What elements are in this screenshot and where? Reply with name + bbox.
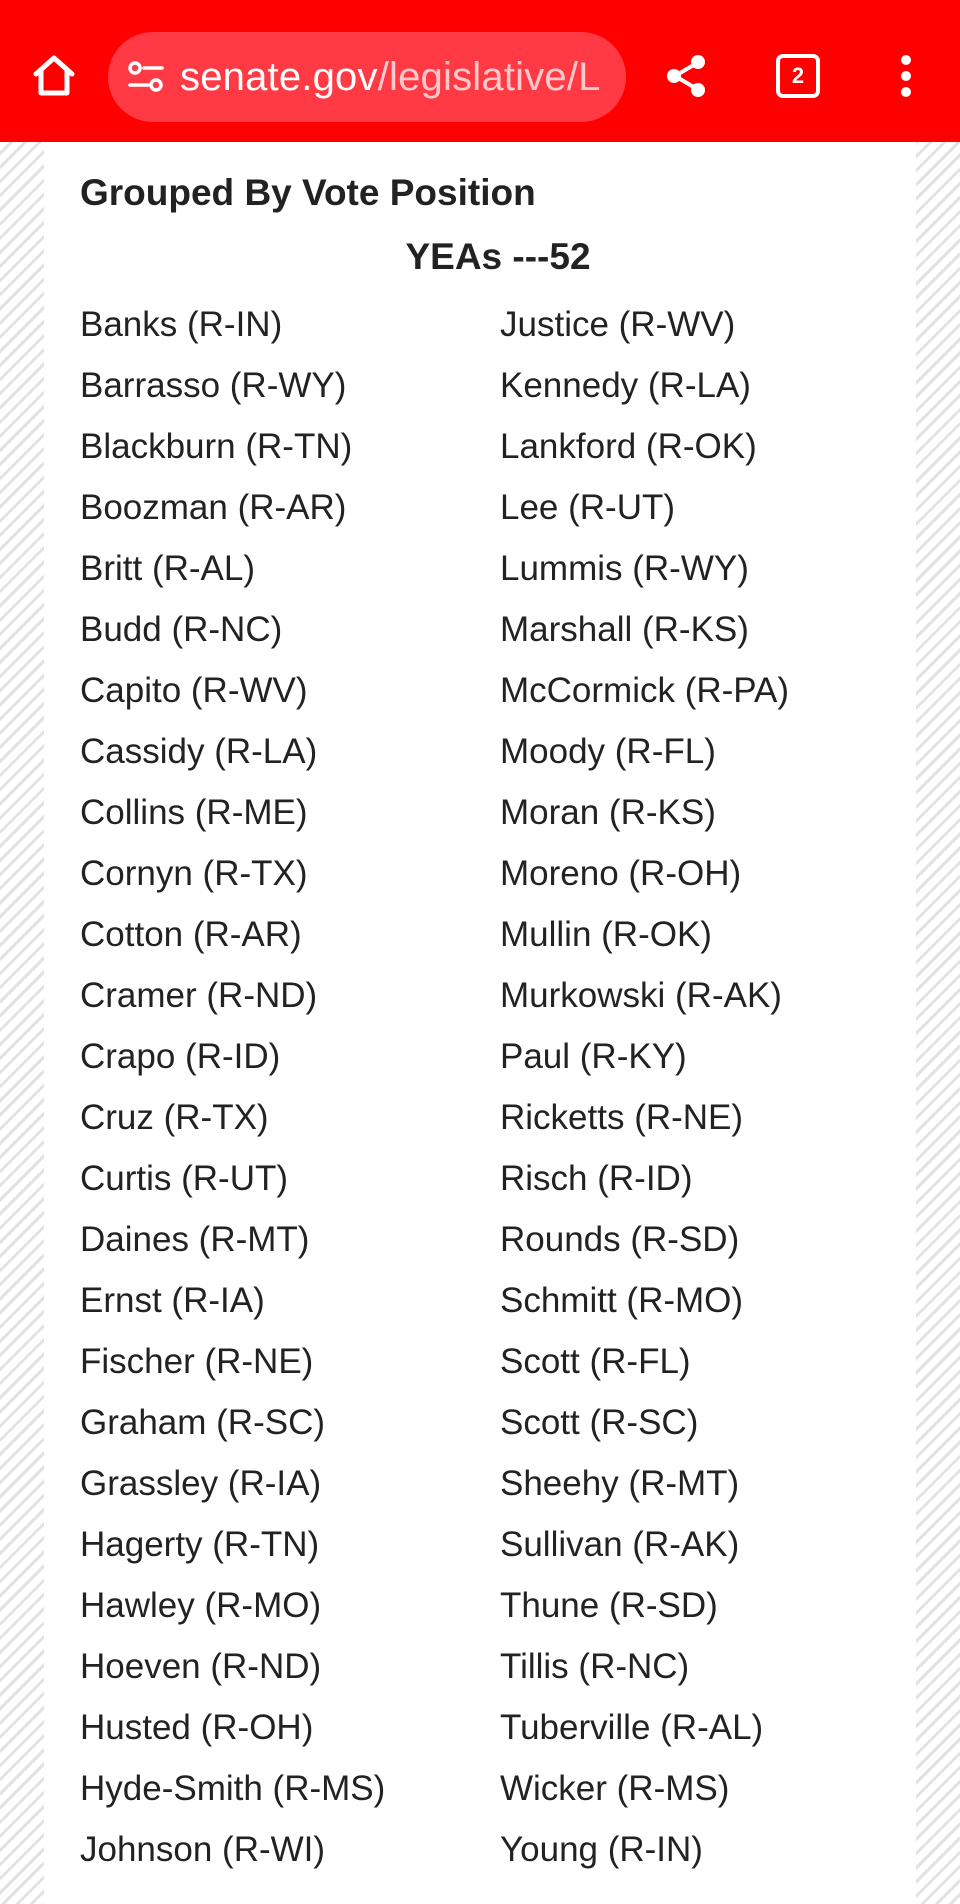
senator-name: Lee (R-UT) (500, 488, 676, 527)
senator-name: Ricketts (R-NE) (500, 1098, 744, 1137)
senator-name: Moreno (R-OH) (500, 854, 742, 893)
senator-name: Justice (R-WV) (500, 305, 736, 344)
senator-name: Thune (R-SD) (500, 1586, 718, 1625)
menu-button[interactable] (874, 44, 938, 108)
share-icon (663, 53, 709, 99)
senator-name: Paul (R-KY) (500, 1037, 687, 1076)
share-button[interactable] (654, 44, 718, 108)
senator-name: Moody (R-FL) (500, 732, 716, 771)
yeas-title: YEAs ---52 (405, 236, 591, 277)
more-vertical-icon (896, 54, 916, 98)
senator-name: Young (R-IN) (500, 1830, 703, 1869)
address-bar[interactable] (108, 32, 626, 122)
senator-name: Rounds (R-SD) (500, 1220, 740, 1259)
tab-switcher-icon: 2 (776, 54, 820, 98)
senator-name: Fischer (R-NE) (80, 1342, 314, 1381)
senator-name: Cassidy (R-LA) (80, 732, 318, 771)
senator-name: Johnson (R-WI) (80, 1830, 326, 1869)
senator-name: Kennedy (R-LA) (500, 366, 751, 405)
senator-name: Ernst (R-IA) (80, 1281, 265, 1320)
senator-name: Schmitt (R-MO) (500, 1281, 744, 1320)
senator-name: Grassley (R-IA) (80, 1464, 322, 1503)
senator-name: Murkowski (R-AK) (500, 976, 782, 1015)
senator-name: Hoeven (R-ND) (80, 1647, 322, 1686)
senator-name: Daines (R-MT) (80, 1220, 310, 1259)
senator-name: McCormick (R-PA) (500, 671, 790, 710)
browser-toolbar (0, 0, 960, 142)
senator-name: Sheehy (R-MT) (500, 1464, 740, 1503)
senator-name: Husted (R-OH) (80, 1708, 314, 1747)
senator-name: Sullivan (R-AK) (500, 1525, 740, 1564)
senator-name: Moran (R-KS) (500, 793, 716, 832)
senator-name: Barrasso (R-WY) (80, 366, 347, 405)
vote-content (44, 142, 916, 1904)
senator-name: Hyde-Smith (R-MS) (80, 1769, 386, 1808)
url-text[interactable] (180, 55, 601, 100)
section-title: Grouped By Vote Position (80, 172, 536, 213)
senator-name: Tuberville (R-AL) (500, 1708, 764, 1747)
senator-name: Graham (R-SC) (80, 1403, 326, 1442)
senator-name: Capito (R-WV) (80, 671, 308, 710)
senator-name: Hawley (R-MO) (80, 1586, 322, 1625)
home-button[interactable] (22, 44, 86, 108)
senator-name: Cruz (R-TX) (80, 1098, 269, 1137)
senator-name: Blackburn (R-TN) (80, 427, 353, 466)
senator-name: Hagerty (R-TN) (80, 1525, 320, 1564)
senator-name: Wicker (R-MS) (500, 1769, 730, 1808)
senator-name: Tillis (R-NC) (500, 1647, 690, 1686)
senator-name: Scott (R-FL) (500, 1342, 691, 1381)
home-icon (30, 52, 78, 100)
yeas-list (80, 294, 916, 1880)
senator-name: Lummis (R-WY) (500, 549, 749, 588)
senator-name: Lankford (R-OK) (500, 427, 757, 466)
senator-name: Marshall (R-KS) (500, 610, 749, 649)
senator-name: Cotton (R-AR) (80, 915, 302, 954)
senator-name: Budd (R-NC) (80, 610, 283, 649)
senator-name: Mullin (R-OK) (500, 915, 712, 954)
senator-name: Boozman (R-AR) (80, 488, 347, 527)
senator-name: Cornyn (R-TX) (80, 854, 308, 893)
tune-icon[interactable] (126, 57, 166, 97)
senator-name: Banks (R-IN) (80, 305, 283, 344)
tab-switcher-button[interactable] (766, 44, 830, 108)
senator-name: Britt (R-AL) (80, 549, 255, 588)
senator-name: Collins (R-ME) (80, 793, 308, 832)
url-path: /legislative/L (377, 54, 601, 99)
senator-name: Crapo (R-ID) (80, 1037, 281, 1076)
senator-name: Scott (R-SC) (500, 1403, 699, 1442)
senator-name: Curtis (R-UT) (80, 1159, 289, 1198)
senator-name: Risch (R-ID) (500, 1159, 693, 1198)
url-host: senate.gov (180, 54, 378, 99)
senator-name: Cramer (R-ND) (80, 976, 318, 1015)
